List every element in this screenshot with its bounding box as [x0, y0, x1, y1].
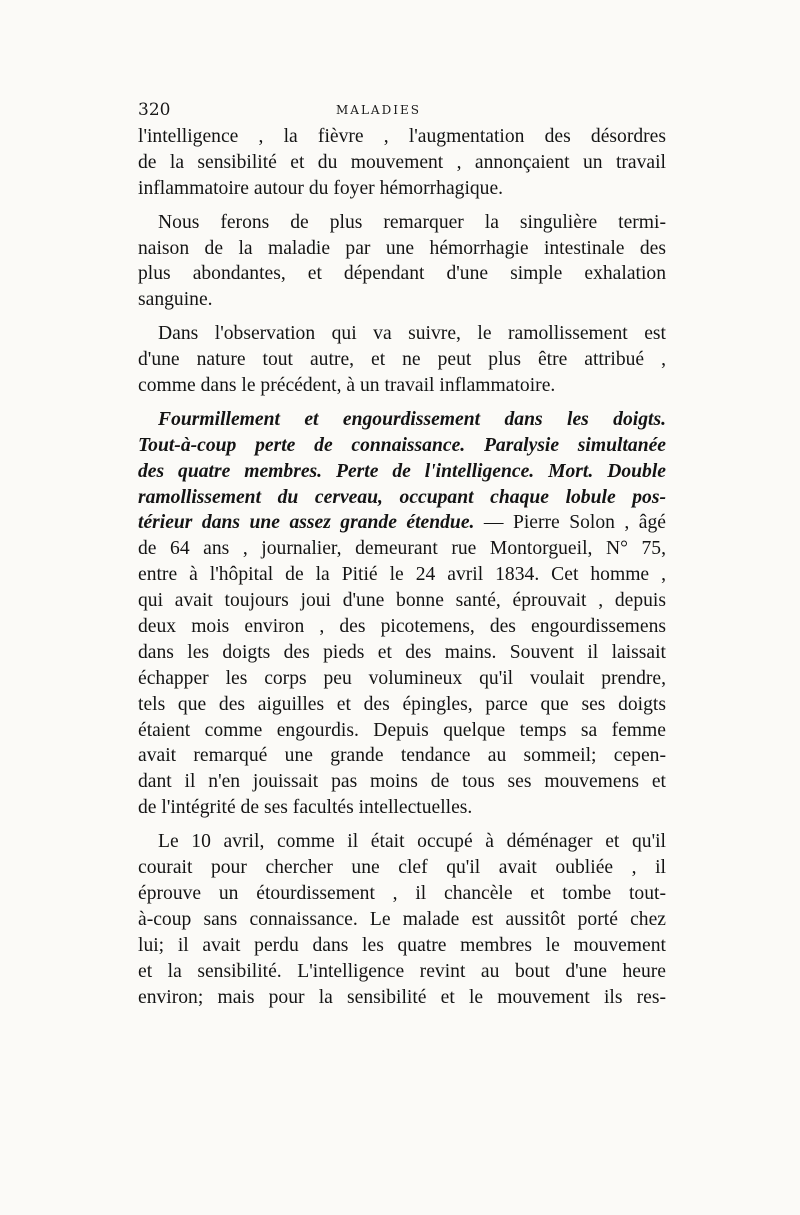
text-line: inflammatoire autour du foyer hémorrhagique.	[138, 177, 504, 199]
text-line: comme dans le précédent, à un travail inflammatoire.	[138, 375, 556, 397]
text-line: éprouve un étourdissement , il chancèle et tombe tout-	[138, 882, 666, 904]
text-line: de la sensibilité et du mouvement , annonçaient un travail	[138, 151, 666, 173]
text-line: deux mois environ , des picotemens, des engourdissemens	[138, 616, 666, 638]
running-head: MALADIES	[336, 103, 421, 117]
text-line: de l'intégrité de ses facultés intellectuelles.	[138, 797, 473, 819]
text-line-italic: Tout-à-coup perte de connaissance. Paralysie simultanée	[138, 434, 666, 456]
text-line: environ; mais pour la sensibilité et le mouvement ils res-	[138, 986, 666, 1008]
italic-fragment: térieur dans une assez grande étendue.	[138, 512, 475, 534]
page-number: 320	[138, 100, 171, 120]
text-line: courait pour chercher une clef qu'il avait oubliée , il	[138, 857, 666, 879]
text-line: l'intelligence , la fièvre , l'augmentation des désordres	[138, 126, 666, 147]
text-line: échapper les corps peu volumineux qu'il voulait prendre,	[138, 667, 666, 689]
text-line: Dans l'observation qui va suivre, le ramollissement est	[158, 323, 666, 345]
text-line: et la sensibilité. L'intelligence revint au bout d'une heure	[138, 960, 666, 982]
text-line: à-coup sans connaissance. Le malade est aussitôt porté chez	[138, 908, 666, 930]
text-line: avait remarqué une grande tendance au sommeil; cepen-	[138, 745, 666, 767]
page-header	[138, 100, 668, 122]
text-line: de 64 ans , journalier, demeurant rue Montorgueil, N° 75,	[138, 538, 666, 560]
text-line: entre à l'hôpital de la Pitié le 24 avril 1834. Cet homme ,	[138, 564, 666, 586]
text-line: étaient comme engourdis. Depuis quelque temps sa femme	[138, 719, 666, 741]
text-line-italic: Fourmillement et engourdissement dans les doigts.	[158, 408, 666, 430]
text-line: dans les doigts des pieds et des mains. Souvent il laissait	[138, 641, 666, 663]
text-line: qui avait toujours joui d'une bonne santé, éprouvait , depuis	[138, 590, 666, 612]
text-line: d'une nature tout autre, et ne peut plus être attribué ,	[138, 349, 666, 371]
text-line: Le 10 avril, comme il était occupé à déménager et qu'il	[158, 831, 666, 853]
text-line-italic: des quatre membres. Perte de l'intelligence. Mort. Double	[138, 460, 666, 482]
text-line: naison de la maladie par une hémorrhagie intestinale des	[138, 237, 666, 259]
text-line: Nous ferons de plus remarquer la singulière termi-	[158, 211, 666, 233]
text-line-italic: ramollissement du cerveau, occupant chaque lobule pos-	[138, 486, 666, 508]
text-line: plus abondantes, et dépendant d'une simple exhalation	[138, 263, 666, 285]
text-line: sanguine.	[138, 289, 213, 311]
text-line: dant il n'en jouissait pas moins de tous ses mouvemens et	[138, 771, 666, 793]
roman-fragment: — Pierre Solon , âgé	[474, 512, 666, 534]
text-line	[138, 510, 666, 536]
text-line: lui; il avait perdu dans les quatre membres le mouvement	[138, 934, 666, 956]
body-text	[138, 124, 666, 1010]
text-line: tels que des aiguilles et des épingles, parce que ses doigts	[138, 693, 666, 715]
